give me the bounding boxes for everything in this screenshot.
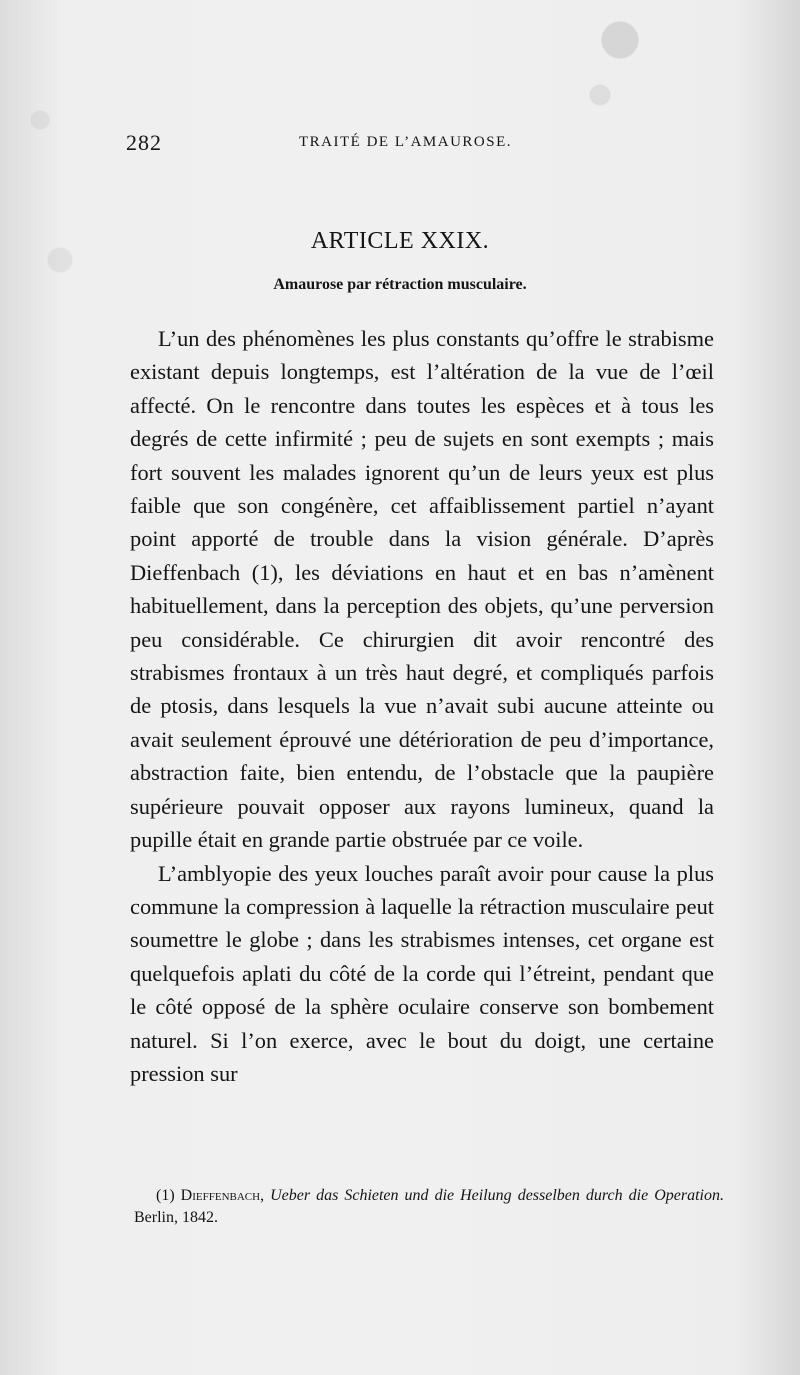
- paragraph: L’un des phénomènes les plus constants qu’offre le strabisme existant depuis longtemps, est l’altération de la vue de l’œil affecté. On le rencontre dans toutes les espèces et à tous les degrés de cette infirmité ; peu de sujets en sont exempts ; mais fort souvent les malades ignorent qu’un de leurs yeux est plus faible que son congénère, cet affaiblissement partiel n’ayant point apporté de trouble dans la vision générale. D’après Dieffenbach (1), les déviations en haut et en bas n’amènent habituellement, dans la perception des objets, qu’une perversion peu considérable. Ce chirurgien dit avoir rencontré des strabismes frontaux à un très haut degré, et compliqués parfois de ptosis, dans lesquels la vue n’avait subi aucune atteinte ou avait seulement éprouvé une détérioration de peu d’importance, abstraction faite, bien entendu, de l’obstacle que la paupière supérieure pouvait opposer aux rayons lumineux, quand la pupille était en grande partie obstruée par ce voile.: [130, 326, 714, 853]
- footnote: [134, 1185, 724, 1229]
- page-number: 282: [126, 130, 162, 155]
- footnote-publication: Berlin, 1842.: [134, 1209, 218, 1226]
- section-subtitle: Amaurose par rétraction musculaire.: [273, 276, 527, 293]
- running-head: [126, 130, 716, 158]
- running-title: TRAITÉ DE L’AMAUROSE.: [299, 134, 513, 150]
- footnote-marker: (1): [156, 1187, 175, 1204]
- footnote-author: Dieffenbach,: [180, 1187, 265, 1204]
- article-heading: ARTICLE XXIX.: [310, 228, 490, 254]
- body-text: [130, 322, 714, 1090]
- footnote-title: Ueber das Schieten und die Heilung desselben durch die Operation.: [270, 1187, 724, 1204]
- paragraph: L’amblyopie des yeux louches paraît avoir pour cause la plus commune la compression à laquelle la rétraction musculaire peut soumettre le globe ; dans les strabismes intenses, cet organe est quelquefois aplati du côté de la corde qui l’étreint, pendant que le côté opposé de la sphère oculaire conserve son bombement naturel. Si l’on exerce, avec le bout du doigt, une certaine pression sur: [130, 860, 714, 1086]
